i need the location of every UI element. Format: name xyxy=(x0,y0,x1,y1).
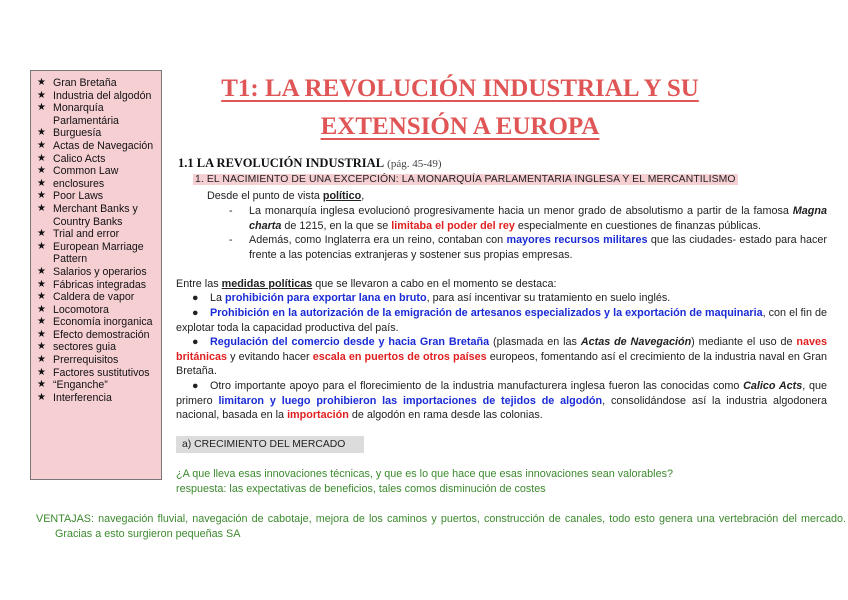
keyword-item xyxy=(37,102,157,127)
keyword-label: Common Law xyxy=(53,165,119,178)
keyword-label: Factores sustitutivos xyxy=(53,366,150,379)
section-heading xyxy=(178,156,442,171)
keyword-label: “Enganche” xyxy=(53,379,108,392)
market-subheading: a) CRECIMIENTO DEL MERCADO xyxy=(176,436,364,453)
measure-3-red-2: escala en puertos de otros países xyxy=(312,350,487,363)
keyword-label: Salarios y operarios xyxy=(53,265,147,278)
measure-1-highlight: prohibición para exportar lana en bruto xyxy=(225,292,427,304)
market-question: ¿A que lleva esas innovaciones técnicas, y que es lo que hace que esas innovaciones sean valorables? xyxy=(176,468,673,480)
star-icon: ★ xyxy=(37,316,46,328)
measure-item-1 xyxy=(210,291,827,306)
keyword-label: Economía inorganica xyxy=(53,316,153,329)
actas-navegacion: Actas de Navegación xyxy=(580,336,692,348)
measures-intro-b: que se llevaron a cabo en el momento se destaca: xyxy=(312,278,557,290)
measures-keyword: medidas políticas xyxy=(221,278,313,290)
measure-4-red: importación xyxy=(287,409,349,422)
keyword-item xyxy=(37,203,157,228)
keyword-item xyxy=(37,190,157,203)
keyword-item xyxy=(37,90,157,103)
keyword-item xyxy=(37,127,157,140)
keyword-label: Calico Acts xyxy=(53,152,106,165)
political-keyword: político xyxy=(322,190,362,202)
star-icon: ★ xyxy=(37,127,46,139)
section-number: 1.1 xyxy=(178,156,194,170)
keyword-list xyxy=(37,77,157,404)
keyword-item xyxy=(37,316,157,329)
star-icon: ★ xyxy=(37,165,46,177)
measure-4-b: , que primero xyxy=(176,380,827,407)
measure-4-d: de algodón en rama desde las colonias. xyxy=(348,409,543,422)
market-answer: respuesta: las expectativas de beneficios, tales comos disminución de costes xyxy=(176,483,546,495)
keyword-item xyxy=(37,367,157,380)
keyword-item xyxy=(37,291,157,304)
star-icon: ★ xyxy=(37,341,46,353)
measure-3-a: (plasmada en las xyxy=(489,336,581,348)
section-title: LA REVOLUCIÓN INDUSTRIAL xyxy=(196,156,385,170)
star-icon: ★ xyxy=(37,228,46,240)
star-icon: ★ xyxy=(37,240,46,252)
measure-3-c: y evitando hacer xyxy=(227,350,313,363)
star-icon: ★ xyxy=(37,391,46,403)
keyword-item xyxy=(37,304,157,317)
measure-1-a: La xyxy=(210,292,226,304)
political-item-2-b: que las ciudades- estado para hacer frente a las potencias extranjeras y sostener sus propias empresas. xyxy=(249,234,827,261)
page-title xyxy=(190,70,730,146)
star-icon: ★ xyxy=(37,303,46,315)
political-item-1-c: especialmente en cuestiones de finanzas públicas. xyxy=(514,219,761,232)
star-icon: ★ xyxy=(37,152,46,164)
keyword-item xyxy=(37,178,157,191)
measure-3-red-1: naves británicas xyxy=(176,336,827,363)
keyword-label: Industria del algodón xyxy=(53,89,152,102)
measure-item-4 xyxy=(176,379,827,423)
measure-2-highlight: Prohibición en la autorización de la emigración de artesanos especializados y la exportación de maquinaria xyxy=(210,307,763,319)
keyword-label: Poor Laws xyxy=(53,190,104,203)
keyword-label: Merchant Banks y Country Banks xyxy=(53,202,138,228)
keyword-label: Trial and error xyxy=(53,228,120,241)
measure-3-highlight: Regulación del comercio desde y hacia Gran Bretaña xyxy=(210,336,490,348)
star-icon: ★ xyxy=(37,177,46,189)
keyword-label: Caldera de vapor xyxy=(53,291,135,304)
measure-1-b: , para así incentivar su tratamiento en suelo inglés. xyxy=(426,292,671,304)
bullet-dot-3: ● xyxy=(192,336,199,348)
political-item-1-b: de 1215, en la que se xyxy=(281,219,392,232)
star-icon: ★ xyxy=(37,291,46,303)
keyword-item xyxy=(37,140,157,153)
keyword-item xyxy=(37,228,157,241)
measure-3-b: ) mediante el uso de xyxy=(691,336,797,348)
bullet-dot-1: ● xyxy=(192,292,199,304)
star-icon: ★ xyxy=(37,354,46,366)
keyword-label: enclosures xyxy=(53,177,105,190)
subsection-heading: 1. EL NACIMIENTO DE UNA EXCEPCIÓN: LA MONARQUÍA PARLAMENTARIA INGLESA Y EL MERCANTILISMO xyxy=(195,174,736,185)
political-intro-text: Desde el punto de vista xyxy=(207,190,323,202)
star-icon: ★ xyxy=(37,379,46,391)
measure-4-highlight: limitaron y luego prohibieron las importaciones de tejidos de algodón xyxy=(218,394,603,407)
keyword-label: Actas de Navegación xyxy=(53,139,154,152)
keyword-label: Efecto demostración xyxy=(53,328,150,341)
political-intro xyxy=(207,189,364,204)
keyword-label: Gran Bretaña xyxy=(53,77,117,89)
title-line-1: T1: LA REVOLUCIÓN INDUSTRIAL Y SU xyxy=(221,75,699,102)
star-icon: ★ xyxy=(37,366,46,378)
measure-4-a: Otro importante apoyo para el florecimiento de la industria manufacturera inglesa fueron las conocidas como xyxy=(210,380,744,392)
section-pages: (pág. 45-49) xyxy=(387,158,442,170)
keyword-label: Prerrequisitos xyxy=(53,354,119,367)
keyword-label: Monarquía Parlamentária xyxy=(53,102,119,127)
political-item-1-a: La monarquía inglesa evolucionó progresivamente hacia un menor grado de absolutismo a partir de la famosa xyxy=(249,205,793,217)
keyword-item xyxy=(37,153,157,166)
keyword-item xyxy=(37,77,157,90)
political-item-1 xyxy=(249,204,827,233)
keyword-item xyxy=(37,165,157,178)
measure-3-d: europeos, fomentando así el crecimiento de la industria naval en Gran Bretaña. xyxy=(176,350,827,378)
political-intro-suffix: , xyxy=(361,190,365,202)
measures-intro-a: Entre las xyxy=(176,278,222,290)
political-item-1-highlight: limitaba el poder del rey xyxy=(391,219,515,232)
star-icon: ★ xyxy=(37,77,46,88)
star-icon: ★ xyxy=(37,190,46,202)
keyword-label: Burguesía xyxy=(53,127,102,140)
keyword-item xyxy=(37,279,157,292)
bullet-dot-4: ● xyxy=(192,380,199,392)
calico-acts: Calico Acts xyxy=(743,380,803,392)
keyword-item xyxy=(37,392,157,405)
star-icon: ★ xyxy=(37,139,46,151)
magna-charta: Magna charta xyxy=(249,205,827,232)
title-line-2: EXTENSIÓN A EUROPA xyxy=(320,113,600,140)
star-icon: ★ xyxy=(37,89,46,101)
market-advantages: VENTAJAS: navegación fluvial, navegación de cabotaje, mejora de los caminos y puertos, construcción de canales, todo esto genera una vertebración del mercado. Gracias a esto surgieron pequeñas SA xyxy=(36,513,846,540)
political-item-2-highlight: mayores recursos militares xyxy=(506,234,648,246)
keyword-label: sectores guia xyxy=(53,341,117,354)
keyword-item xyxy=(37,329,157,342)
star-icon: ★ xyxy=(37,202,46,214)
political-item-2-a: Además, como Inglaterra era un reino, contaban con xyxy=(249,234,507,246)
measures-intro xyxy=(176,277,557,292)
measure-2-b: , con el fin de explotar toda la capacidad productiva del país. xyxy=(176,307,827,334)
measure-item-3 xyxy=(176,335,827,379)
keyword-item xyxy=(37,354,157,367)
measure-item-2 xyxy=(176,306,827,335)
star-icon: ★ xyxy=(37,265,46,277)
keyword-label: Fábricas integradas xyxy=(53,278,147,291)
keyword-label: Interferencia xyxy=(53,391,112,404)
keyword-item xyxy=(37,241,157,266)
bullet-dot-2: ● xyxy=(192,307,199,319)
keyword-item xyxy=(37,341,157,354)
keyword-sidebar xyxy=(30,70,162,480)
keyword-label: European Marriage Pattern xyxy=(53,240,144,266)
dash-marker-1: - xyxy=(229,205,233,217)
keyword-item xyxy=(37,266,157,279)
star-icon: ★ xyxy=(37,278,46,290)
keyword-item xyxy=(37,379,157,392)
keyword-label: Locomotora xyxy=(53,303,109,316)
dash-marker-2: - xyxy=(229,234,233,246)
political-item-2 xyxy=(249,233,827,262)
star-icon: ★ xyxy=(37,102,46,114)
measure-4-c: , consolidándose así la industria algodonera nacional, basada en la xyxy=(176,394,827,422)
star-icon: ★ xyxy=(37,328,46,340)
